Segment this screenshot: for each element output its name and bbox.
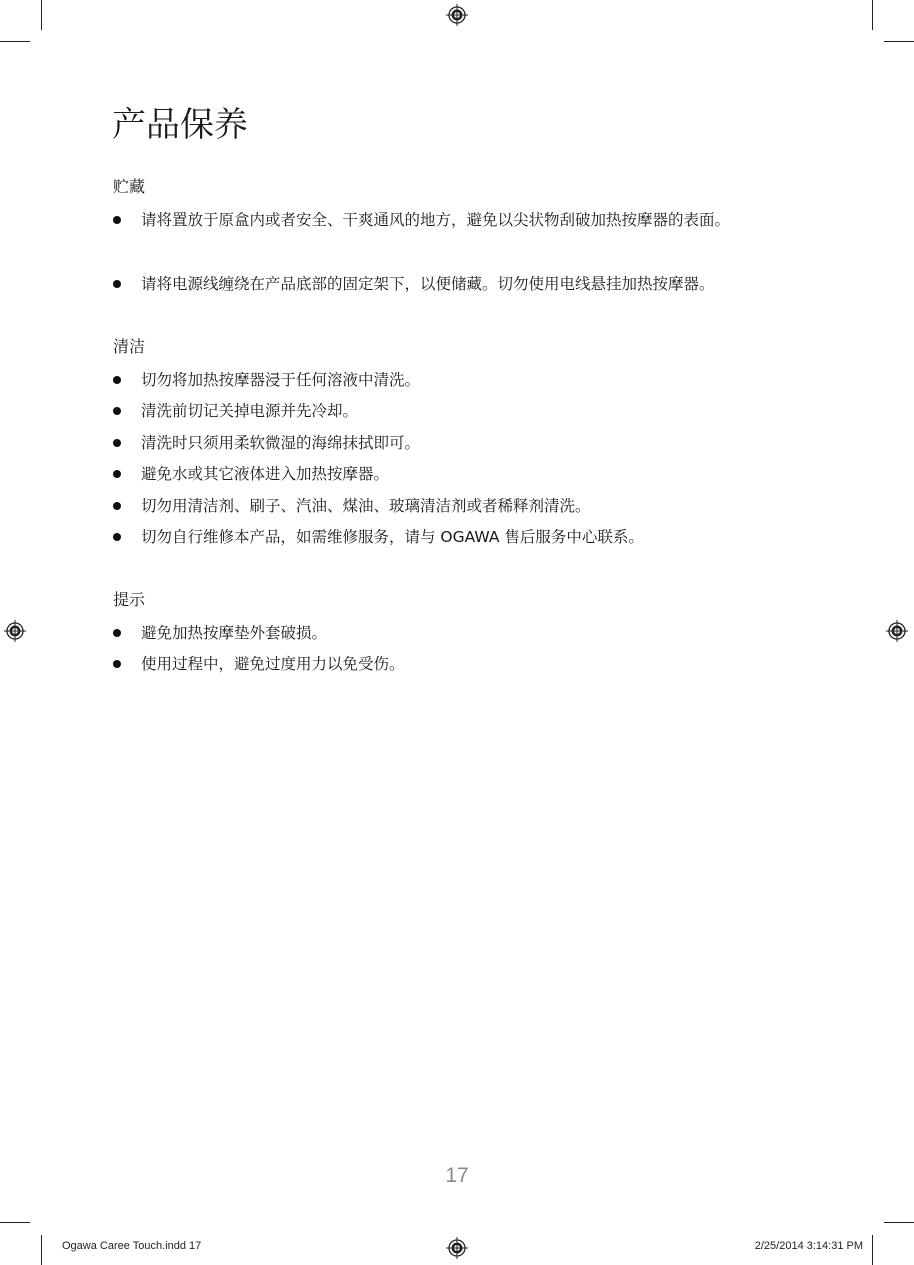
list-item-text: 请将电源线缠绕在产品底部的固定架下，以便储藏。切勿使用电线悬挂加热按摩器。 xyxy=(141,275,715,293)
list-item xyxy=(113,490,793,522)
list-item-text: 切勿将加热按摩器浸于任何溶液中清洗。 xyxy=(141,371,421,389)
crop-mark-bottom-right-horizontal xyxy=(884,1222,914,1223)
crop-mark-top-right-vertical xyxy=(872,0,873,30)
section-heading-storage: 贮藏 xyxy=(113,177,146,196)
crop-mark-bottom-left-horizontal xyxy=(0,1222,30,1223)
section-heading-tips: 提示 xyxy=(113,590,146,609)
list-item xyxy=(113,364,793,396)
list-item-text: 使用过程中，避免过度用力以免受伤。 xyxy=(141,655,405,673)
list-item-text: 避免水或其它液体进入加热按摩器。 xyxy=(141,465,390,483)
registration-mark-icon xyxy=(446,1237,468,1259)
list-item-text: 切勿自行维修本产品，如需维修服务，请与 OGAWA 售后服务中心联系。 xyxy=(141,528,644,546)
bullet-dot-icon xyxy=(113,280,121,288)
bullet-dot-icon xyxy=(113,376,121,384)
page-title: 产品保养 xyxy=(112,105,248,145)
list-item-text: 清洗前切记关掉电源并先冷却。 xyxy=(141,402,359,420)
list-item xyxy=(113,204,793,236)
slug-file-info: Ogawa Caree Touch.indd 17 xyxy=(62,1240,202,1252)
list-item xyxy=(113,648,793,680)
crop-mark-top-left-vertical xyxy=(41,0,42,30)
bullet-dot-icon xyxy=(113,216,121,224)
list-item-text: 避免加热按摩垫外套破损。 xyxy=(141,624,328,642)
crop-mark-top-right-horizontal xyxy=(884,41,914,42)
registration-mark-icon xyxy=(4,620,26,642)
registration-mark-icon xyxy=(446,4,468,26)
slug-date-info: 2/25/2014 3:14:31 PM xyxy=(754,1240,863,1252)
page-number: 17 xyxy=(445,1164,469,1187)
crop-mark-top-left-horizontal xyxy=(0,41,30,42)
bullet-dot-icon xyxy=(113,439,121,447)
list-item xyxy=(113,395,793,427)
section-heading-cleaning: 清洁 xyxy=(113,337,146,356)
bullet-dot-icon xyxy=(113,470,121,478)
list-item-text: 切勿用清洁剂、刷子、汽油、煤油、玻璃清洁剂或者稀释剂清洗。 xyxy=(141,497,591,515)
crop-mark-bottom-left-vertical xyxy=(41,1235,42,1265)
bullet-dot-icon xyxy=(113,533,121,541)
bullet-dot-icon xyxy=(113,629,121,637)
bullet-dot-icon xyxy=(113,407,121,415)
list-item-text: 请将置放于原盒内或者安全、干爽通风的地方，避免以尖状物刮破加热按摩器的表面。 xyxy=(141,211,731,229)
list-item xyxy=(113,268,793,300)
list-item-text: 清洗时只须用柔软微湿的海绵抹拭即可。 xyxy=(141,434,421,452)
bullet-dot-icon xyxy=(113,660,121,668)
bullet-dot-icon xyxy=(113,502,121,510)
list-item xyxy=(113,617,793,649)
list-item xyxy=(113,427,793,459)
list-item xyxy=(113,458,793,490)
crop-mark-bottom-right-vertical xyxy=(872,1235,873,1265)
registration-mark-icon xyxy=(886,620,908,642)
list-item xyxy=(113,521,793,553)
